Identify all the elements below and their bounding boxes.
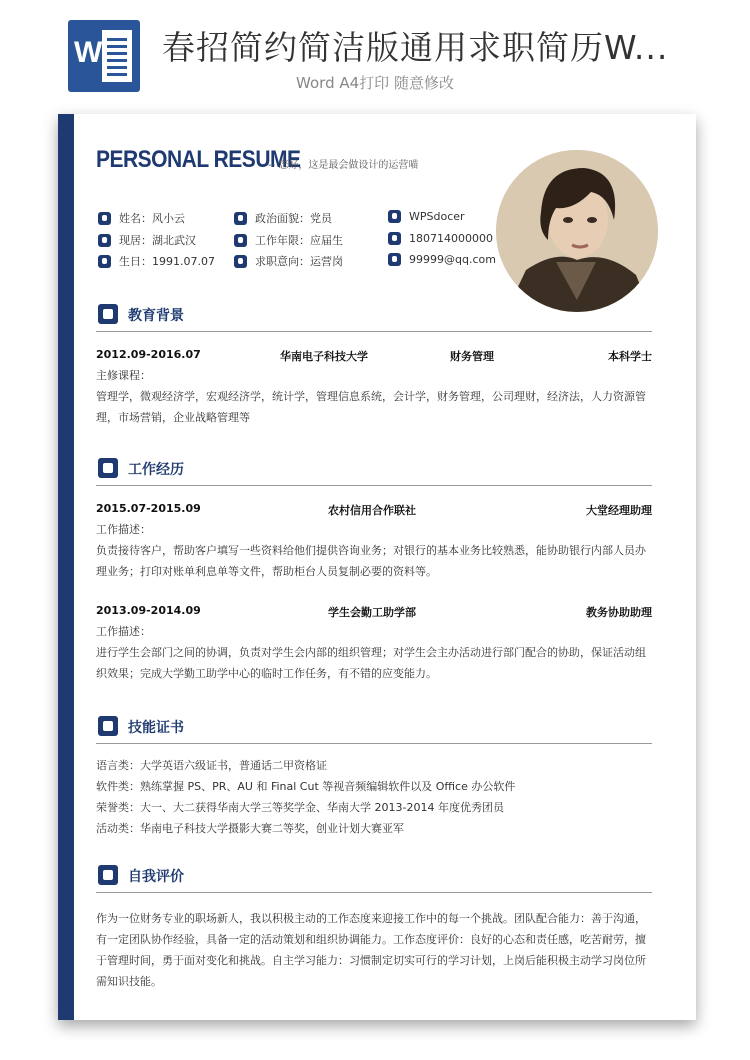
- work-desc-1: 负责接待客户，帮助客户填写一些资料给他们提供咨询业务；对银行的基本业务比较熟悉，能协助银行内部人员办理业务；打印对账单利息单等文件，帮助柜台人员复制必要的资料等。: [96, 544, 646, 578]
- user-badge-icon: [234, 212, 247, 225]
- thumbs-up-icon: [98, 716, 118, 736]
- work-label-1: 工作描述：: [96, 523, 151, 536]
- accent-bar: [58, 114, 74, 1020]
- education-degree: 本科学士: [608, 350, 652, 363]
- profile-photo: [496, 150, 658, 312]
- info-work-years: 工作年限：应届生: [234, 232, 343, 248]
- section-work: 工作经历: [96, 456, 652, 486]
- education-school: 华南电子科技大学: [280, 350, 368, 363]
- work-label-2: 工作描述：: [96, 625, 151, 638]
- skill-line: 语言类：大学英语六级证书，普通话二甲资格证: [96, 759, 327, 772]
- info-email: 99999@qq.com: [388, 253, 496, 266]
- word-icon-letter: W: [74, 36, 103, 69]
- info-birthday: 生日：1991.07.07: [98, 253, 215, 269]
- education-courses: 管理学，微观经济学，宏观经济学，统计学，管理信息系统，会计学，财务管理，公司理财，经济法，人力资源管理，市场营销，企业战略管理等: [96, 390, 646, 424]
- skill-line: 软件类：熟练掌握 PS、PR、AU 和 Final Cut 等视音频编辑软件以及 Office 办公软件: [96, 780, 516, 793]
- info-wechat: WPSdocer: [388, 210, 465, 223]
- resume-tagline: -- 您好，这是最会做设计的运营喵: [268, 160, 419, 171]
- person-icon: [98, 212, 111, 225]
- email-icon: [388, 253, 401, 266]
- download-banner: [0, 0, 750, 108]
- target-icon: [234, 255, 247, 268]
- education-major: 财务管理: [450, 350, 494, 363]
- section-education: 教育背景: [96, 302, 652, 332]
- document-subtitle: Word A4打印 随意修改: [296, 74, 454, 92]
- education-date: 2012.09-2016.07: [96, 348, 201, 361]
- chart-icon: [98, 458, 118, 478]
- wechat-icon: [388, 210, 401, 223]
- skill-line: 活动类：华南电子科技大学摄影大赛二等奖，创业计划大赛亚军: [96, 822, 404, 835]
- document-title[interactable]: 春招简约简洁版通用求职简历W...: [162, 28, 669, 67]
- team-icon: [234, 234, 247, 247]
- info-job-intent: 求职意向：运营岗: [234, 253, 343, 269]
- skill-line: 荣誉类：大一、大二获得华南大学三等奖学金、华南大学 2013-2014 年度优秀团员: [96, 801, 504, 814]
- section-skills: 技能证书: [96, 714, 652, 744]
- work-row-1: 2015.07-2015.09 农村信用合作联社 大堂经理助理: [96, 502, 652, 517]
- resume-page: [58, 114, 696, 1020]
- location-icon: [98, 234, 111, 247]
- self-evaluation-text: 作为一位财务专业的职场新人，我以积极主动的工作态度来迎接工作中的每一个挑战。团队配合能力：善于沟通，有一定团队协作经验，具备一定的活动策划和组织协调能力。工作态度评价：良好的心态和责任感，吃苦耐劳，擅于管理时间，勇于面对变化和挑战。自主学习能力：习惯制定切实可行的学习计划，上岗后能积极主动学习岗位所需知识技能。: [96, 912, 646, 988]
- education-course-label: 主修课程：: [96, 369, 151, 382]
- info-politics: 政治面貌：党员: [234, 210, 332, 226]
- education-row: [96, 348, 652, 364]
- info-phone: 180714000000: [388, 232, 493, 245]
- info-name: 姓名：风小云: [98, 210, 185, 226]
- hourglass-icon: [98, 255, 111, 268]
- user-icon: [98, 865, 118, 885]
- work-row-2: 2013.09-2014.09 学生会勤工助学部 教务协助助理: [96, 604, 652, 619]
- phone-icon: [388, 232, 401, 245]
- work-desc-2: 进行学生会部门之间的协调，负责对学生会内部的组织管理；对学生会主办活动进行部门配合的协助，保证活动组织效果；完成大学勤工助学中心的临时工作任务，有不错的应变能力。: [96, 646, 646, 680]
- info-location: 现居：湖北武汉: [98, 232, 196, 248]
- graduation-cap-icon: [98, 304, 118, 324]
- resume-title: PERSONAL RESUME: [96, 146, 301, 173]
- section-self: 自我评价: [96, 863, 652, 893]
